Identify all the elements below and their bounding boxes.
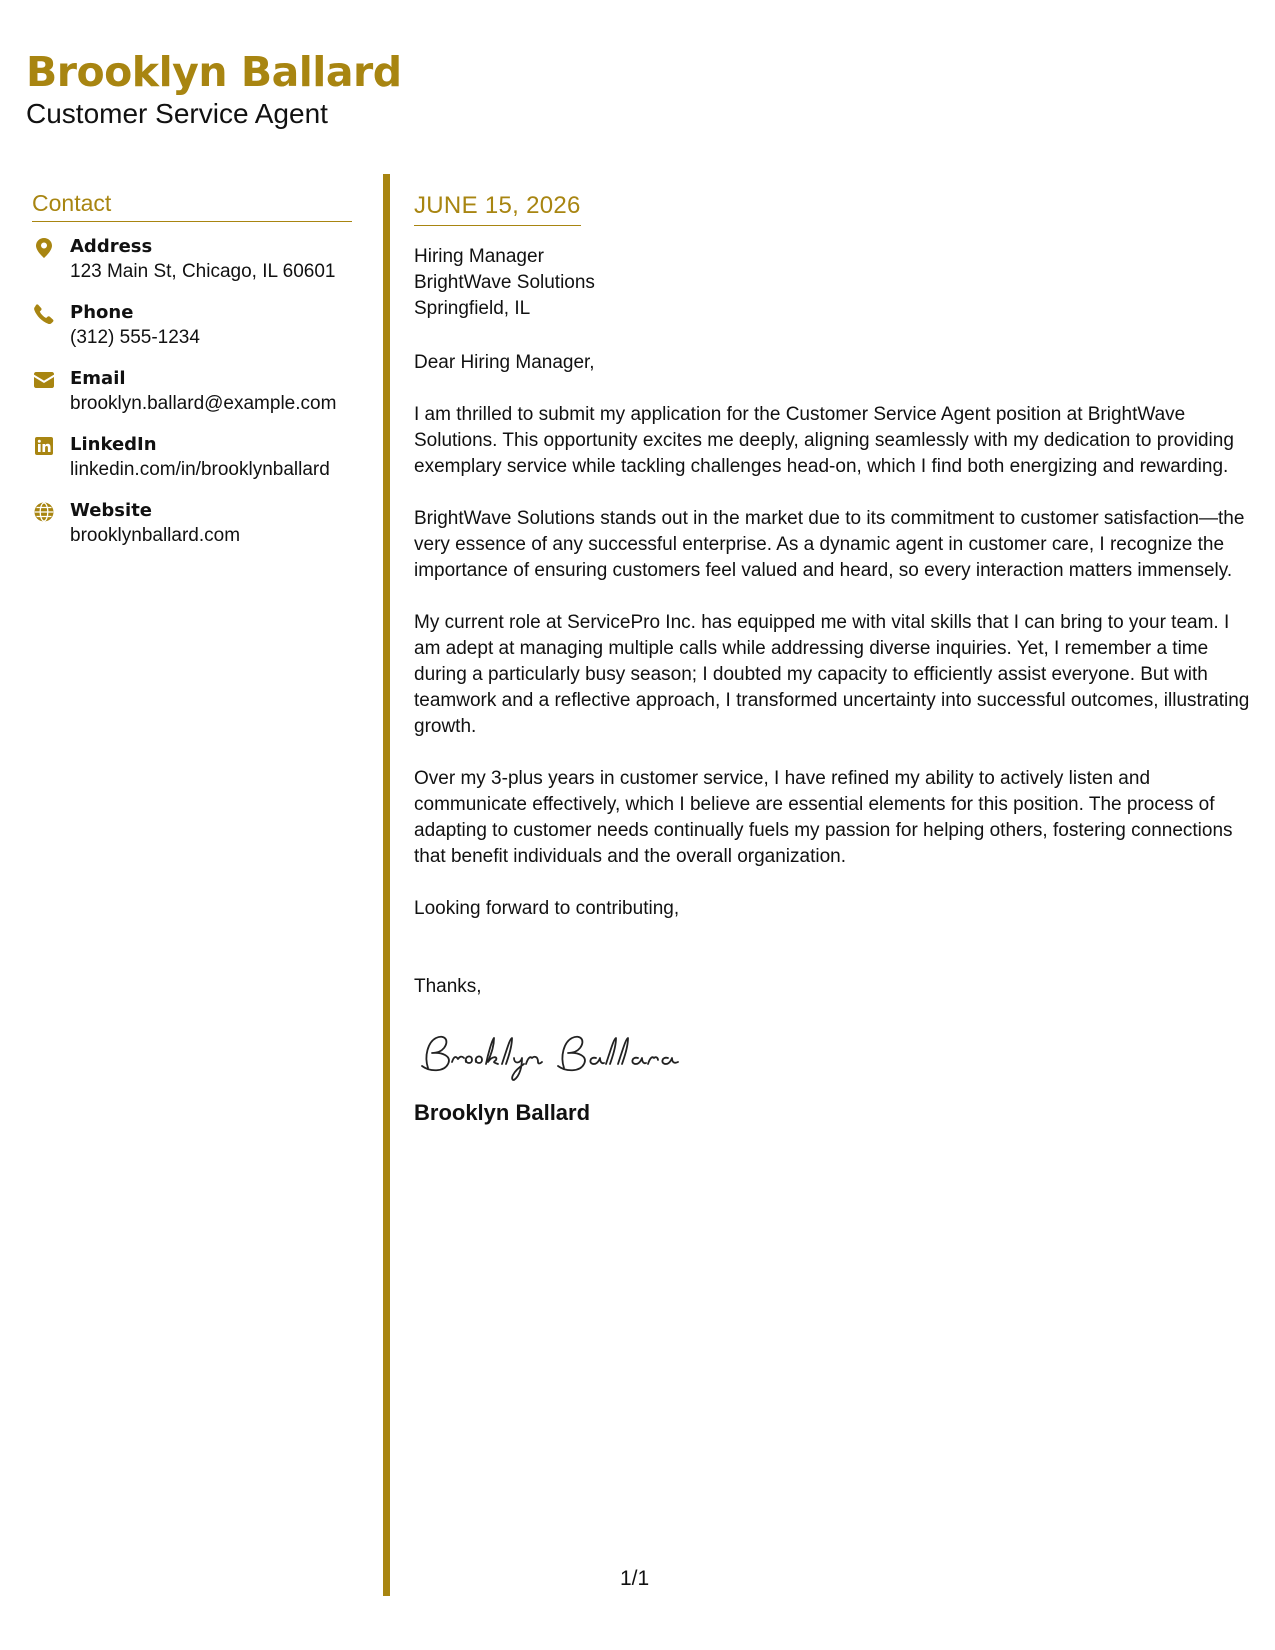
contact-value: 123 Main St, Chicago, IL 60601 bbox=[70, 261, 336, 282]
contact-linkedin bbox=[32, 432, 352, 482]
page-number: 1/1 bbox=[620, 1567, 650, 1590]
contact-phone bbox=[32, 300, 352, 350]
candidate-name: Brooklyn Ballard bbox=[26, 48, 402, 96]
signer-name: Brooklyn Ballard bbox=[414, 1100, 591, 1125]
recipient-block bbox=[414, 244, 1254, 322]
recipient-line: BrightWave Solutions bbox=[414, 272, 595, 293]
contact-label: Website bbox=[70, 500, 153, 521]
linkedin-icon bbox=[32, 434, 56, 458]
recipient-line: Springfield, IL bbox=[414, 298, 531, 319]
globe-icon bbox=[32, 500, 56, 524]
contact-sidebar bbox=[32, 190, 352, 564]
contact-value: brooklyn.ballard@example.com bbox=[70, 393, 337, 414]
contact-value: (312) 555-1234 bbox=[70, 327, 200, 348]
handwritten-signature bbox=[414, 1026, 684, 1086]
contact-website bbox=[32, 498, 352, 548]
body-paragraph: My current role at ServicePro Inc. has equipped me with vital skills that I can bring to your team. I am adept at managing multiple calls while addressing diverse inquiries. Yet, I remember a time during a particularly busy season; I doubted my capacity to efficiently assist everyone. But with teamwork and a reflective approach, I transformed uncertainty into successful outcomes, illustrating growth. bbox=[414, 612, 1250, 737]
body-paragraph: I am thrilled to submit my application for the Customer Service Agent position at BrightWave Solutions. This opportunity excites me deeply, aligning seamlessly with my dedication to providing exemplary service while tackling challenges head-on, which I find both energizing and rewarding. bbox=[414, 404, 1234, 477]
body-paragraph: Over my 3-plus years in customer service, I have refined my ability to actively listen and communicate effectively, which I believe are essential elements for this position. The process of adapting to customer needs continually fuels my passion for helping others, fostering connections that benefit individuals and the overall organization. bbox=[414, 768, 1233, 867]
contact-address bbox=[32, 234, 352, 284]
signoff: Thanks, bbox=[414, 976, 482, 997]
map-pin-icon bbox=[32, 236, 56, 260]
letter-date: JUNE 15, 2026 bbox=[414, 192, 581, 226]
recipient-line: Hiring Manager bbox=[414, 246, 544, 267]
letter-body bbox=[414, 192, 1254, 1126]
envelope-icon bbox=[32, 368, 56, 392]
job-title: Customer Service Agent bbox=[26, 98, 328, 129]
contact-label: LinkedIn bbox=[70, 434, 157, 455]
salutation: Dear Hiring Manager, bbox=[414, 352, 595, 373]
vertical-divider bbox=[383, 174, 390, 1596]
contact-label: Email bbox=[70, 368, 126, 389]
contact-value: linkedin.com/in/brooklynballard bbox=[70, 459, 330, 480]
contact-label: Phone bbox=[70, 302, 134, 323]
phone-icon bbox=[32, 302, 56, 326]
contact-heading: Contact bbox=[32, 190, 352, 222]
contact-label: Address bbox=[70, 236, 153, 257]
closing-line: Looking forward to contributing, bbox=[414, 898, 680, 919]
contact-email bbox=[32, 366, 352, 416]
contact-value: brooklynballard.com bbox=[70, 525, 241, 546]
body-paragraph: BrightWave Solutions stands out in the market due to its commitment to customer satisfaction—the very essence of any successful enterprise. As a dynamic agent in customer care, I recognize the importance of ensuring customers feel valued and heard, so every interaction matters immensely. bbox=[414, 508, 1245, 581]
